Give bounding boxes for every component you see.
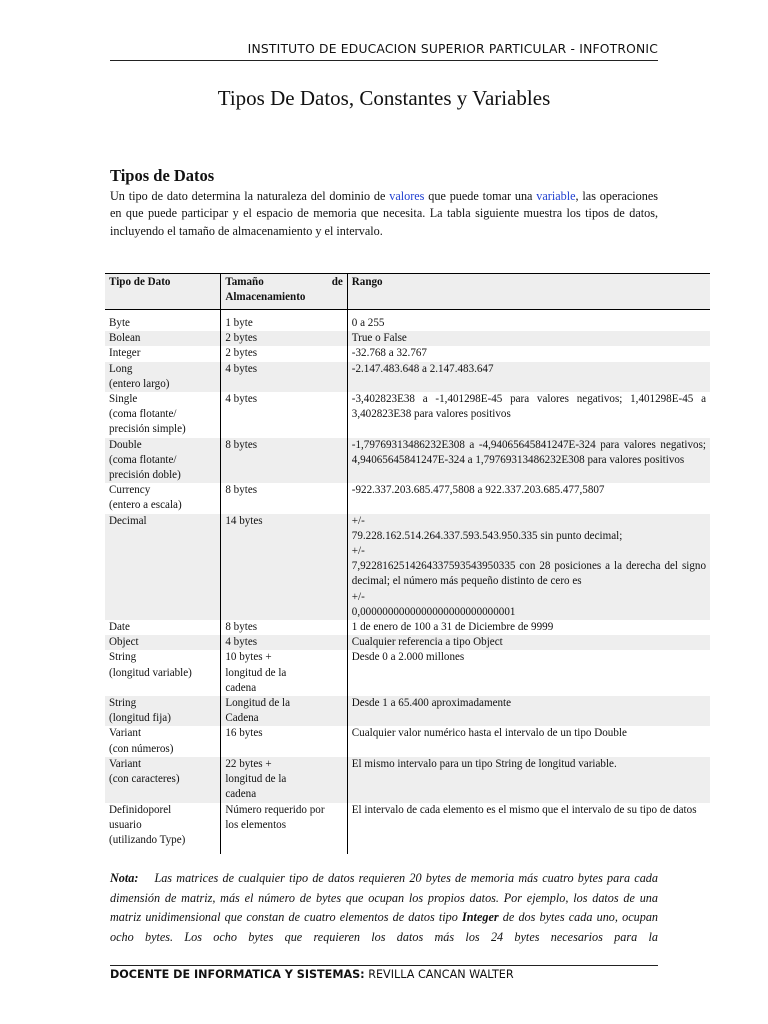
size-cell-line: Cadena [225, 712, 259, 725]
type-cell [105, 316, 221, 331]
type-cell [105, 514, 221, 620]
size-cell-line: 22 bytes + [225, 757, 272, 770]
type-cell-line: (coma flotante/ [109, 408, 177, 421]
table-row [105, 331, 710, 346]
institution-name: INSTITUTO DE EDUCACION SUPERIOR PARTICULAR - INFOTRONIC [247, 42, 658, 56]
type-cell-line: Currency [109, 484, 151, 497]
intro-text-3: , las operaciones en que puede participar y el espacio de memoria que necesita. La tabla siguiente muestra los tipos de datos, incluyendo el tamaño de almacenamiento y el intervalo. [110, 189, 658, 238]
range-cell-line: 79.228.162.514.264.337.593.543.950.335 sin punto decimal; [351, 529, 623, 542]
size-cell-line: 16 bytes [225, 727, 263, 740]
size-cell [221, 514, 347, 620]
range-cell-line: Desde 0 a 2.000 millones [351, 651, 465, 664]
type-cell-line: Bolean [109, 332, 141, 345]
table-row [105, 483, 710, 513]
page-footer [110, 965, 658, 981]
type-cell [105, 438, 221, 484]
range-cell-line: Cualquier valor numérico hasta el intervalo de un tipo Double [351, 727, 627, 740]
type-cell [105, 620, 221, 635]
range-cell [347, 316, 710, 331]
type-cell-line: (entero largo) [109, 377, 170, 390]
note-label: Nota: [110, 871, 139, 885]
range-cell [347, 635, 710, 650]
type-cell-line: Variant [109, 727, 142, 740]
table-row [105, 392, 710, 438]
range-cell [347, 650, 710, 696]
size-cell [221, 438, 347, 484]
range-cell [347, 331, 710, 346]
table-header-row [105, 274, 710, 310]
type-cell-line: Double [109, 438, 142, 451]
size-cell-line: 8 bytes [225, 484, 258, 497]
header-size-word2: de [331, 276, 343, 288]
footer-label: DOCENTE DE INFORMATICA Y SISTEMAS: [110, 968, 365, 981]
range-cell-line: -2.147.483.648 a 2.147.483.647 [351, 362, 494, 375]
footer-name: REVILLA CANCAN WALTER [364, 968, 514, 981]
type-cell-line: (longitud variable) [109, 666, 192, 679]
header-range: Rango [347, 274, 710, 310]
range-cell-line: -32.768 a 32.767 [351, 347, 427, 360]
size-cell-line: los elementos [225, 818, 287, 831]
type-cell [105, 635, 221, 650]
range-cell-line: El mismo intervalo para un tipo String de longitud variable. [351, 757, 617, 770]
type-cell-line: Integer [109, 347, 141, 360]
table-row [105, 757, 710, 803]
type-cell-line: Definidoporel [109, 803, 172, 816]
range-cell-line: +/- [351, 590, 365, 603]
size-cell-line: cadena [225, 788, 257, 801]
table-row [105, 635, 710, 650]
size-cell [221, 483, 347, 513]
size-cell [221, 803, 347, 855]
table-row [105, 726, 710, 756]
type-cell-line: Object [109, 636, 139, 649]
range-cell-line: -922.337.203.685.477,5808 a 922.337.203.685.477,5807 [351, 484, 605, 497]
range-cell-line: El intervalo de cada elemento es el mismo que el intervalo de su tipo de datos [351, 803, 697, 816]
size-cell-line: 1 byte [225, 317, 253, 329]
type-cell-line: (con números) [109, 742, 174, 755]
type-cell [105, 346, 221, 361]
range-cell-line: 0,0000000000000000000000000001 [351, 605, 516, 618]
size-cell-line: 4 bytes [225, 393, 258, 406]
link-variable[interactable]: variable [536, 189, 576, 203]
size-cell-line: 8 bytes [225, 621, 258, 634]
document-title: Tipos De Datos, Constantes y Variables [217, 86, 551, 110]
page-header [110, 41, 658, 61]
table-body [105, 316, 710, 854]
range-cell-line: 1 de enero de 100 a 31 de Diciembre de 9999 [351, 621, 554, 634]
type-cell-line: (con caracteres) [109, 773, 180, 786]
range-cell-line: 7,9228162514264337593543950335 con 28 posiciones a la derecha del signo decimal; el número más pequeño distinto de cero es [351, 560, 706, 588]
note-keyword: Integer [462, 910, 499, 924]
table-row [105, 346, 710, 361]
size-cell-line: longitud de la [225, 773, 287, 786]
size-cell [221, 650, 347, 696]
range-cell [347, 803, 710, 855]
intro-text-2: que puede tomar una [424, 189, 537, 203]
type-cell-line: precisión doble) [109, 469, 181, 482]
type-cell-line: String [109, 697, 137, 710]
type-cell [105, 331, 221, 346]
type-cell-line: (entero a escala) [109, 499, 182, 512]
table-row [105, 620, 710, 635]
range-cell [347, 483, 710, 513]
table-row [105, 316, 710, 331]
range-cell [347, 726, 710, 756]
size-cell-line: 2 bytes [225, 347, 258, 360]
type-cell-line: Date [109, 621, 130, 634]
range-cell [347, 362, 710, 392]
size-cell [221, 635, 347, 650]
range-cell-line: -3,402823E38 a -1,401298E-45 para valores negativos; 1,401298E-45 a 3,402823E38 para valores positivos [351, 393, 706, 421]
type-cell-line: (coma flotante/ [109, 453, 177, 466]
size-cell [221, 696, 347, 726]
size-cell [221, 757, 347, 803]
intro-text-1: Un tipo de dato determina la naturaleza del dominio de [110, 189, 390, 203]
note-text-2: de dos bytes cada uno, ocupan ocho bytes. Los ocho bytes que requieren los datos más los 24 bytes necesarios para la [110, 910, 659, 944]
type-cell [105, 757, 221, 803]
section-heading: Tipos de Datos [110, 166, 215, 185]
type-cell [105, 362, 221, 392]
size-cell-line: cadena [225, 681, 257, 694]
size-cell [221, 392, 347, 438]
type-cell-line: Variant [109, 757, 142, 770]
data-types-table [105, 273, 710, 854]
size-cell [221, 620, 347, 635]
type-cell [105, 650, 221, 696]
range-cell [347, 620, 710, 635]
type-cell-line: (utilizando Type) [109, 833, 186, 846]
type-cell [105, 726, 221, 756]
type-cell-line: Decimal [109, 514, 147, 527]
table-row [105, 362, 710, 392]
header-type: Tipo de Dato [105, 274, 221, 310]
type-cell-line: (longitud fija) [109, 712, 171, 725]
type-cell-line: Single [109, 393, 138, 406]
size-cell [221, 331, 347, 346]
type-cell-line: precisión simple) [109, 423, 186, 436]
table-row [105, 650, 710, 696]
intro-paragraph [110, 188, 658, 240]
range-cell [347, 346, 710, 361]
type-cell [105, 803, 221, 855]
range-cell [347, 392, 710, 438]
link-valores[interactable]: valores [389, 189, 425, 203]
range-cell-line: Desde 1 a 65.400 aproximadamente [351, 697, 512, 710]
size-cell-line: 4 bytes [225, 362, 258, 375]
type-cell-line: Byte [109, 317, 130, 329]
size-cell-line: 10 bytes + [225, 651, 272, 664]
size-cell [221, 346, 347, 361]
range-cell-line: True o False [351, 332, 407, 345]
range-cell-line: +/- [351, 545, 365, 558]
note-text-1: Las matrices de cualquier tipo de datos requieren 20 bytes de memoria más cuatro bytes para cada dimensión de matriz, más el número de bytes que ocupan los propios datos. Por ejemplo, los datos de una matriz unidimensional que constan de cuatro elementos de datos tipo [110, 871, 658, 924]
table-row [105, 438, 710, 484]
range-cell-line: -1,79769313486232E308 a -4,94065645841247E-324 para valores negativos; 4,94065645841247E-324 a 1,79769313486232E308 para valores positivos [351, 438, 706, 466]
type-cell-line: Long [109, 362, 133, 375]
size-cell-line: 4 bytes [225, 636, 258, 649]
size-cell-line: 8 bytes [225, 438, 258, 451]
size-cell-line: Número requerido por [225, 803, 325, 816]
size-cell [221, 726, 347, 756]
size-cell-line: 14 bytes [225, 514, 263, 527]
size-cell [221, 362, 347, 392]
size-cell [221, 316, 347, 331]
header-size [221, 274, 347, 310]
size-cell-line: 2 bytes [225, 332, 258, 345]
type-cell [105, 392, 221, 438]
range-cell-line: +/- [351, 514, 365, 527]
size-cell-line: Longitud de la [225, 697, 291, 710]
range-cell-line: Cualquier referencia a tipo Object [351, 636, 503, 649]
type-cell-line: String [109, 651, 137, 664]
note-paragraph [110, 869, 658, 947]
size-cell-line: longitud de la [225, 666, 287, 679]
table-row [105, 803, 710, 855]
type-cell-line: usuario [109, 818, 142, 831]
range-cell [347, 696, 710, 726]
header-size-word1: Tamaño [225, 276, 264, 288]
range-cell [347, 514, 710, 620]
type-cell [105, 483, 221, 513]
header-size-word3: Almacenamiento [225, 291, 306, 304]
table-row [105, 514, 710, 620]
table-row [105, 696, 710, 726]
range-cell [347, 757, 710, 803]
type-cell [105, 696, 221, 726]
range-cell [347, 438, 710, 484]
range-cell-line: 0 a 255 [351, 317, 385, 329]
